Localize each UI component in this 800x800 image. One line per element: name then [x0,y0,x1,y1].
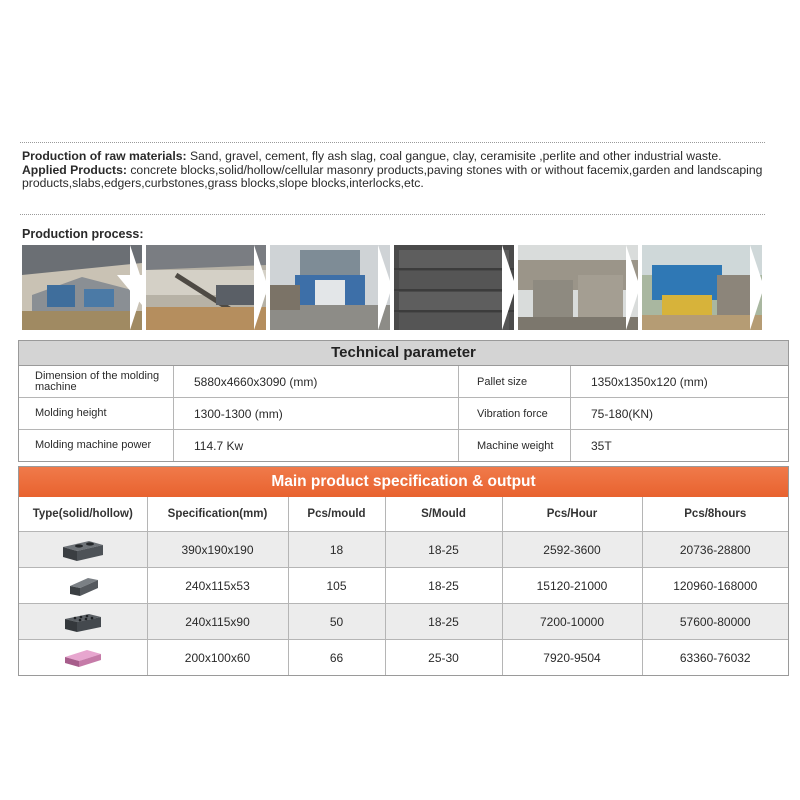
column-header: Specification(mm) [147,497,288,532]
applied-products-paragraph [22,164,772,191]
main-product-title: Main product specification & output [19,467,788,497]
tech-row [19,430,788,461]
pcs-mould-cell: 66 [288,640,385,676]
applied-products-label: Applied Products: [22,162,127,177]
tech-label: Dimension of the molding machine [19,366,174,397]
column-header: S/Mould [385,497,502,532]
table-row [19,640,788,676]
column-header: Pcs/8hours [642,497,788,532]
raw-materials-label: Production of raw materials: [22,149,187,163]
pcs-hour-cell: 7200-10000 [502,604,642,640]
pcs-mould-cell: 105 [288,568,385,604]
hollow-block-icon [61,537,105,563]
tech-label: Vibration force [459,398,571,429]
perforated-brick-icon [63,610,103,634]
pcs-mould-cell: 18 [288,532,385,568]
tech-value: 1300-1300 (mm) [174,398,459,429]
column-header: Type(solid/hollow) [19,497,147,532]
tech-label: Pallet size [459,366,571,397]
spec-cell: 240x115x53 [147,568,288,604]
solid-brick-icon [66,574,100,598]
column-header: Pcs/Hour [502,497,642,532]
pcs-mould-cell: 50 [288,604,385,640]
s-mould-cell: 25-30 [385,640,502,676]
process-photo-block-stacks [394,245,514,330]
pcs-hour-cell: 15120-21000 [502,568,642,604]
spec-cell: 200x100x60 [147,640,288,676]
production-process-strip [22,245,770,330]
pcs-8hours-cell: 57600-80000 [642,604,788,640]
pcs-8hours-cell: 63360-76032 [679,650,751,665]
pcs-hour-cell: 2592-3600 [502,532,642,568]
tech-value: 114.7 Kw [174,430,459,461]
s-mould-cell: 18-25 [385,604,502,640]
raw-materials-paragraph [22,150,772,164]
s-mould-cell: 18-25 [385,532,502,568]
process-photo-curing-yard [518,245,638,330]
s-mould-cell: 18-25 [385,568,502,604]
pcs-8hours-cell: 20736-28800 [642,532,788,568]
tech-label: Molding machine power [19,430,174,461]
production-process-title: Production process: [22,227,144,241]
main-product-table [18,466,789,676]
applied-products-text: concrete blocks,solid/hollow/cellular masonry products,paving stones with or without facemix,garden and landscaping products,slabs,edgers,curbstones,grass blocks,slope blocks,interlocks,etc. [22,162,763,191]
technical-parameter-title: Technical parameter [19,341,788,366]
process-photo-forklift [642,245,762,330]
table-row [19,568,788,604]
block-type-cell [19,532,147,568]
process-photo-batching [22,245,142,330]
pcs-hour-cell: 7920-9504 [502,640,642,676]
spec-cell: 240x115x90 [147,604,288,640]
column-header: Pcs/mould [288,497,385,532]
tech-label: Molding height [19,398,174,429]
top-divider [20,142,765,143]
raw-materials-text: Sand, gravel, cement, fly ash slag, coal gangue, clay, ceramisite ,perlite and other industrial waste. [186,149,722,163]
table-row [19,604,788,640]
spec-cell: 390x190x190 [147,532,288,568]
tech-value: 35T [591,438,612,453]
tech-value: 75-180(KN) [591,406,654,421]
tech-row [19,398,788,430]
process-photo-molding-machine [270,245,390,330]
paver-icon [63,646,103,670]
block-type-cell [19,568,147,604]
technical-parameter-table [18,340,789,462]
tech-row [19,366,788,398]
tech-label: Machine weight [459,430,571,461]
tech-value: 5880x4660x3090 (mm) [174,366,459,397]
pcs-8hours-cell: 120960-168000 [642,568,788,604]
block-type-cell [19,640,147,676]
middle-divider [20,214,765,215]
intro-text [22,150,772,191]
tech-value: 1350x1350x120 (mm) [591,374,708,389]
table-header-row [19,497,788,532]
block-type-cell [19,604,147,640]
table-row [19,532,788,568]
process-photo-conveyor [146,245,266,330]
